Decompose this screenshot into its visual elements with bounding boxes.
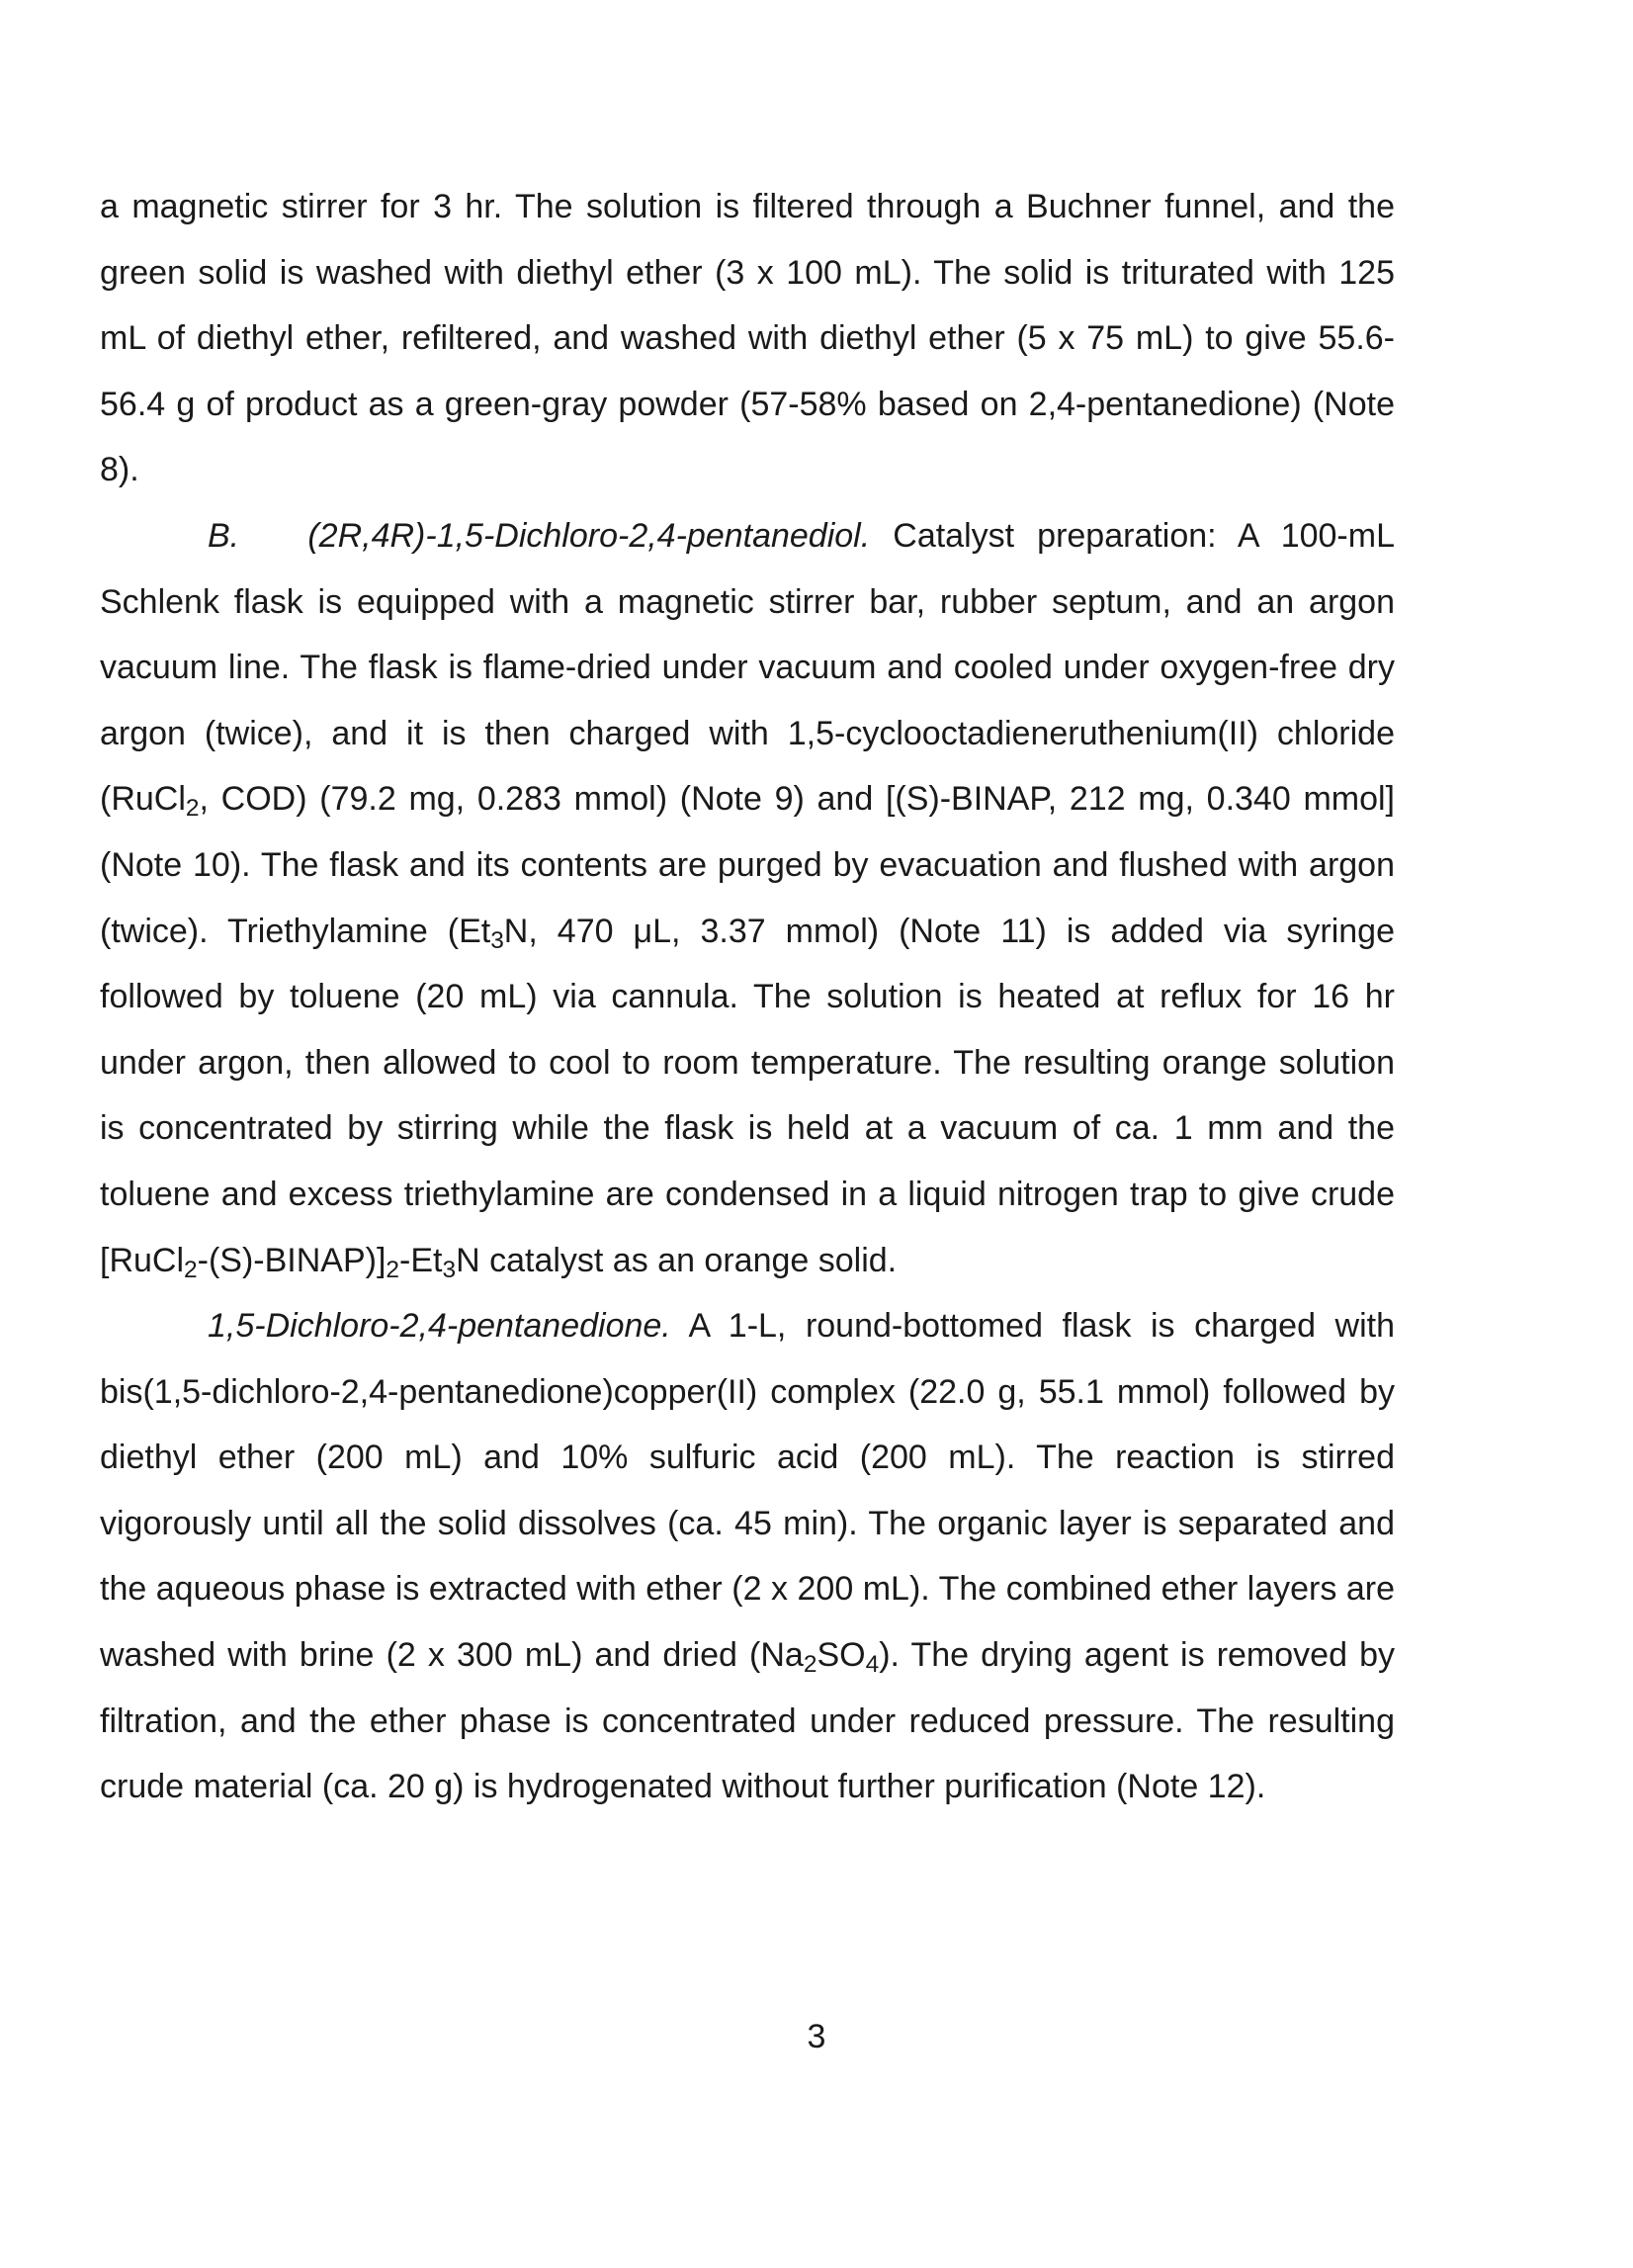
section-b-text-6: N catalyst as an orange solid.	[456, 1241, 898, 1279]
continuation-text: a magnetic stirrer for 3 hr. The solution is filtered through a Buchner funnel, and the green solid is washed with diethyl ether (3 x 100 mL). The solid is triturated with 125 mL of diethyl ether, refiltered, and washed with diethyl ether (5 x 75 mL) to give 55.6-56.4 g of product as a green-gray powder (57-58% based on 2,4-pentanedione) (Note 8).	[100, 188, 1395, 489]
subscript: 2	[386, 1256, 400, 1283]
paragraph-dichloro-prep	[100, 1293, 1395, 1820]
subscript: 2	[184, 1256, 198, 1283]
subscript: 2	[185, 795, 200, 823]
dichloro-prep-title: 1,5-Dichloro-2,4-pentanedione.	[208, 1307, 671, 1346]
section-b-title: (2R,4R)-1,5-Dichloro-2,4-pentanediol.	[307, 516, 871, 555]
paragraph-continuation	[100, 174, 1395, 503]
paragraph-section-b	[100, 503, 1395, 1293]
subscript: 3	[442, 1256, 457, 1283]
page-number: 3	[807, 2018, 826, 2055]
subscript: 4	[865, 1651, 880, 1679]
body-text	[100, 174, 1395, 1820]
section-b-text-5: -Et	[399, 1241, 443, 1279]
section-b-text-2: , COD) (79.2 mg, 0.283 mmol) (Note 9) and [(S)-BINAP, 212 mg, 0.340 mmol] (Note 10). The flask and its contents are purged by evacuation and flushed with argon (twice). Triethylamine (Et	[100, 780, 1395, 950]
section-b-label: B.	[208, 516, 240, 555]
subscript: 2	[803, 1651, 817, 1679]
dichloro-prep-text-1: A 1-L, round-bottomed flask is charged with bis(1,5-dichloro-2,4-pentanedione)copper(II) complex (22.0 g, 55.1 mmol) followed by diethyl ether (200 mL) and 10% sulfuric acid (200 mL). The reaction is stirred vigorously until all the solid dissolves (ca. 45 min). The organic layer is separated and the aqueous phase is extracted with ether (2 x 200 mL). The combined ether layers are washed with brine (2 x 300 mL) and dried (Na	[100, 1307, 1395, 1675]
section-b-text-3: N, 470 μL, 3.37 mmol) (Note 11) is added via syringe followed by toluene (20 mL) via cannula. The solution is heated at reflux for 16 hr under argon, then allowed to cool to room temperature. The resulting orange solution is concentrated by stirring while the flask is held at a vacuum of ca. 1 mm and the toluene and excess triethylamine are condensed in a liquid nitrogen trap to give crude [RuCl	[100, 912, 1395, 1279]
dichloro-prep-text-2: SO	[816, 1636, 866, 1675]
subscript: 3	[490, 926, 504, 954]
section-b-text-1: Catalyst preparation: A 100-mL Schlenk flask is equipped with a magnetic stirrer bar, rubber septum, and an argon vacuum line. The flask is flame-dried under vacuum and cooled under oxygen-free dry argon (twice), and it is then charged with 1,5-cyclooctadieneruthenium(II) chloride (RuCl	[100, 516, 1395, 819]
section-b-text-4: -(S)-BINAP)]	[197, 1241, 387, 1279]
dichloro-prep-text-3: ). The drying agent is removed by filtration, and the ether phase is concentrated under reduced pressure. The resulting crude material (ca. 20 g) is hydrogenated without further purification (Note 12).	[100, 1636, 1395, 1806]
